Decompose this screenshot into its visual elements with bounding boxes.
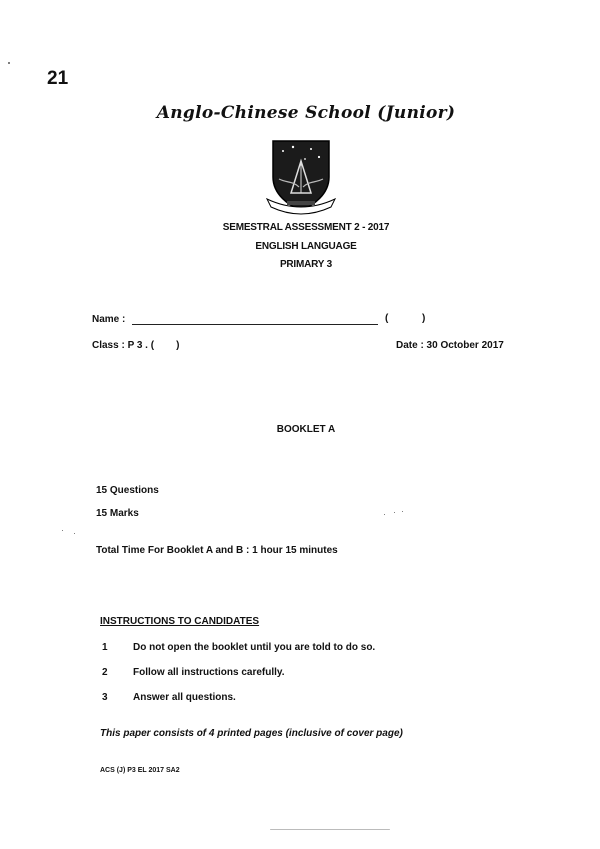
name-field-line[interactable] [132, 324, 378, 325]
instruction-number: 1 [102, 642, 108, 653]
scan-speck [394, 512, 395, 513]
date-label: Date : 30 October 2017 [396, 340, 504, 351]
scan-speck [8, 62, 10, 64]
scan-speck [74, 533, 75, 534]
instruction-text: Follow all instructions carefully. [133, 667, 285, 678]
instruction-text: Answer all questions. [133, 692, 236, 703]
mark-count: 15 Marks [96, 508, 139, 519]
class-label-close: ) [176, 340, 180, 351]
scan-footer-line [270, 829, 390, 830]
instruction-text: Do not open the booklet until you are told to do so. [133, 642, 376, 653]
class-label [92, 340, 179, 351]
scan-speck [402, 511, 403, 512]
register-number-close: ) [422, 313, 426, 324]
paper-code: ACS (J) P3 EL 2017 SA2 [100, 767, 180, 774]
instruction-number: 3 [102, 692, 108, 703]
class-label-text: Class : P 3 . ( [92, 340, 155, 351]
name-label: Name : [92, 314, 126, 325]
scan-speck [384, 514, 385, 515]
instruction-number: 2 [102, 667, 108, 678]
subject-title: ENGLISH LANGUAGE [255, 241, 357, 252]
school-crest-icon [265, 137, 337, 217]
school-name: Anglo-Chinese School (Junior) [156, 103, 456, 123]
instructions-title: INSTRUCTIONS TO CANDIDATES [100, 616, 260, 627]
scan-speck [62, 530, 63, 531]
assessment-title: SEMESTRAL ASSESSMENT 2 - 2017 [222, 222, 390, 233]
paper-note: This paper consists of 4 printed pages (inclusive of cover page) [100, 728, 403, 739]
register-number-open: ( [385, 313, 389, 324]
total-time: Total Time For Booklet A and B : 1 hour 15 minutes [96, 545, 338, 556]
question-count: 15 Questions [96, 485, 159, 496]
page-number: 21 [47, 68, 69, 89]
level-title: PRIMARY 3 [279, 259, 333, 270]
booklet-title: BOOKLET A [276, 424, 336, 435]
